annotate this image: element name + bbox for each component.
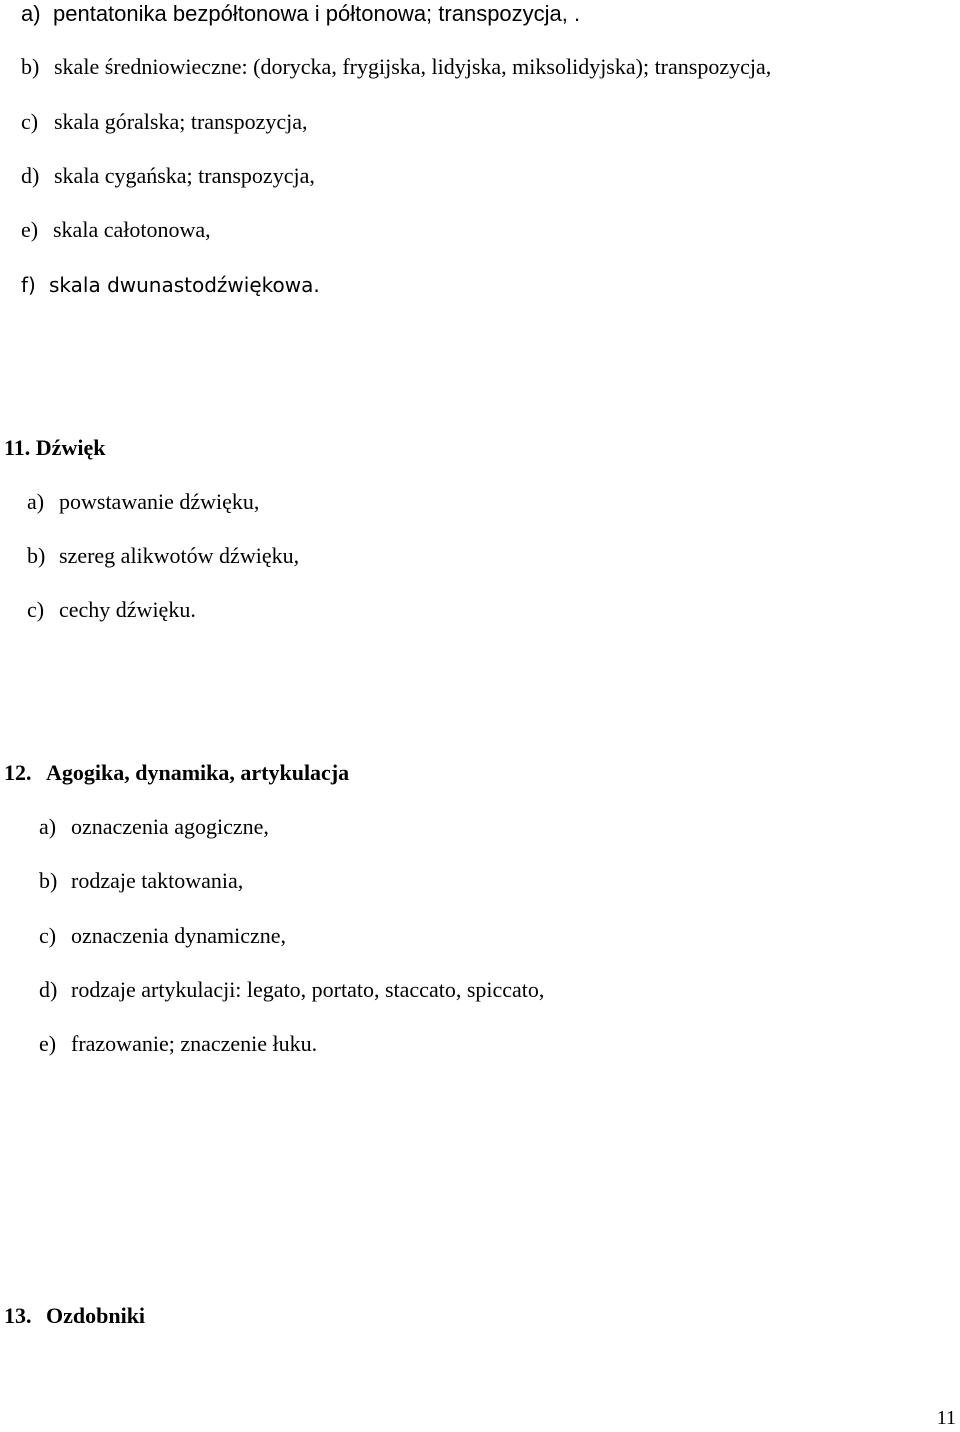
item-text: skala góralska; transpozycja, — [54, 109, 308, 134]
item-text: powstawanie dźwięku, — [59, 489, 260, 514]
section-title: Dźwięk — [35, 435, 106, 460]
list-item — [21, 54, 771, 80]
list-item — [39, 1031, 317, 1057]
item-label: e) — [21, 217, 39, 242]
list-item — [21, 109, 308, 135]
list-item — [27, 597, 196, 623]
item-label: a) — [27, 489, 45, 514]
list-item — [39, 868, 243, 894]
section-heading — [4, 1303, 145, 1329]
item-text: oznaczenia agogiczne, — [71, 814, 269, 839]
item-text: skale średniowieczne: (dorycka, frygijska, lidyjska, miksolidyjska); transpozycja, — [54, 54, 772, 79]
section-title: Agogika, dynamika, artykulacja — [46, 760, 350, 785]
item-text: cechy dźwięku. — [59, 597, 196, 622]
item-text: pentatonika bezpółtonowa i półtonowa; transpozycja, . — [53, 1, 581, 26]
item-label: c) — [27, 597, 45, 622]
item-label: d) — [39, 977, 58, 1002]
list-item — [27, 489, 259, 515]
section-heading — [4, 435, 105, 461]
item-label: a) — [39, 814, 57, 839]
item-label: f) — [21, 273, 36, 297]
item-text: szereg alikwotów dźwięku, — [59, 543, 300, 568]
list-item — [39, 814, 269, 840]
item-text: rodzaje taktowania, — [71, 868, 244, 893]
item-label: c) — [21, 109, 39, 134]
item-text: skala całotonowa, — [53, 217, 211, 242]
list-item — [21, 163, 315, 189]
section-title: Ozdobniki — [46, 1303, 146, 1328]
list-item — [21, 272, 320, 298]
list-item — [21, 1, 580, 27]
list-item — [27, 543, 299, 569]
item-text: frazowanie; znaczenie łuku. — [71, 1031, 318, 1056]
item-text: skala cygańska; transpozycja, — [54, 163, 315, 188]
item-text: skala dwunastodźwiękowa. — [49, 273, 320, 297]
list-item — [21, 217, 211, 243]
item-label: b) — [21, 54, 40, 79]
section-number: 13. — [4, 1303, 32, 1328]
item-label: e) — [39, 1031, 57, 1056]
item-label: a) — [21, 1, 41, 26]
item-label: b) — [39, 868, 58, 893]
page-number: 11 — [936, 1407, 956, 1429]
list-item — [39, 923, 286, 949]
item-text: oznaczenia dynamiczne, — [71, 923, 286, 948]
section-number: 11. — [4, 435, 31, 460]
item-label: c) — [39, 923, 57, 948]
list-item — [39, 977, 544, 1003]
item-label: d) — [21, 163, 40, 188]
section-number: 12. — [4, 760, 32, 785]
item-label: b) — [27, 543, 46, 568]
section-heading — [4, 760, 349, 786]
item-text: rodzaje artykulacji: legato, portato, staccato, spiccato, — [71, 977, 545, 1002]
